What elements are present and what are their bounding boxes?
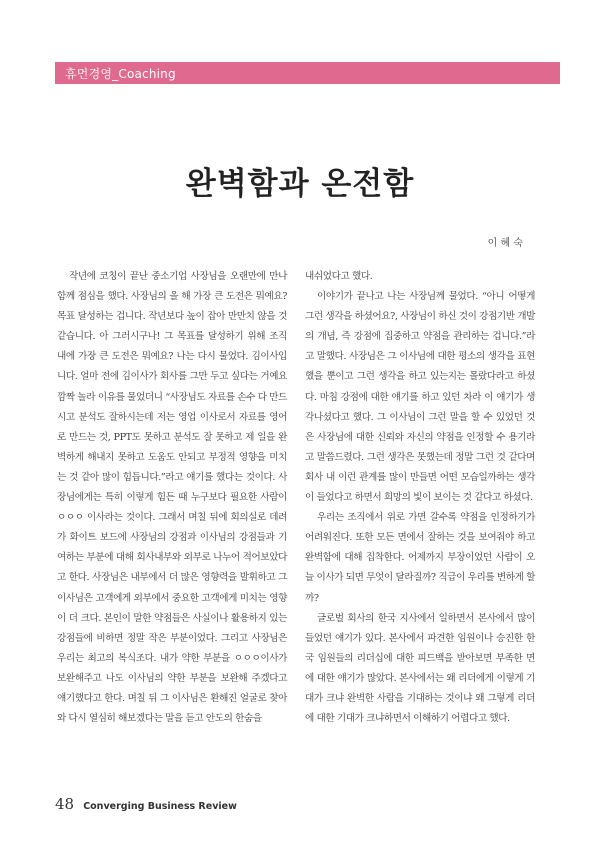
section-header-bar [55,62,560,84]
paragraph: 내쉬었다고 했다. [305,271,373,282]
section-label: 휴먼경영_Coaching [65,67,176,81]
page-number: 48 [55,795,75,813]
paragraph: 작년에 코칭이 끝난 중소기업 사장님을 오랜만에 만나 함께 점심을 했다. 사장님의 올 해 가장 큰 도전은 뭐예요? 목표 달성하는 겁니다. 작년보다 높이 잡아 만만치 않을 것 같습니다. 아 그러시구나! 그 목표를 달성하기 위해 조직 내에 가장 큰 도전은 뭐예요? 나는 다시 물었다. 김이사입니다. 얼마 전에 김이사가 회사를 그만 두고 싶다는 거예요 깜짝 놀라 이유를 물었더니 “사장님도 자료를 손수 다 만드시고 분석도 잘하시는데 저는 영업 이사로서 자료를 영어로 만드는 것, PPT도 못하고 분석도 잘 못하고 제 일을 완벽하게 해내지 못하고 도움도 안되고 부정적 영향을 미치는 것 같아 많이 힘듭니다.”라고 얘기를 했다는 것이다. 사장님에게는 특히 이렇게 힘든 때 누구보다 필요한 사람이 ㅇㅇㅇ 이사라는 것이다. 그래서 며칠 뒤에 회의실로 데려가 화이트 보드에 사장님의 강점과 이사님의 강점들과 기여하는 부분에 대해 회사내부와 외부로 나누어 적어보았다고 한다. 사장님은 내부에서 더 많은 영향력을 발휘하고 그 이사님은 고객에게 외부에서 중요한 고객에게 미치는 영향이 더 크다. 본인이 말한 약점들은 사실이나 활용하지 있는 강점들에 비하면 정말 작은 부분이었다. 그리고 사장님은 우리는 최고의 복식조다. 내가 약한 부분을 ㅇㅇㅇ이사가 보완해주고 나도 이사님의 약한 부분을 보완해 주겠다고 얘기했다고 한다. 며칠 뒤 그 이사님은 환해진 얼굴로 찾아와 다시 열심히 해보겠다는 말을 듣고 안도의 한숨을 [57,271,287,725]
left-column [57,267,287,729]
paragraph: 우리는 조직에서 위로 가면 갈수록 약점을 인정하기가 어려워진다. 또한 모든 면에서 잘하는 것을 보여줘야 하고 완벽함에 대해 집착한다. 어제까지 부장이었던 사람이 오늘 이사가 되면 무엇이 달라질까? 직급이 우리를 변하게 할까? [305,512,535,604]
paragraph: 이야기가 끝나고 나는 사장님께 물었다. “아니 어떻게 그런 생각을 하셨어요?, 사장님이 하신 것이 강점기반 개발의 개념, 즉 강점에 집중하고 약점을 관리하는 겁니다.”라고 말했다. 사장님은 그 이사님에 대한 평소의 생각을 표현했을 뿐이고 그런 생각을 하고 있는지는 몰랐다라고 하셨다. 마침 강점에 대한 얘기를 하고 있던 차라 이 얘기가 생각나셨다고 했다. 그 이사님이 그런 말을 할 수 있었던 것은 사장님에 대한 신뢰와 자신의 약점을 인정할 수 용기라고 말씀드렸다. 그런 생각은 못했는데 정말 그런 것 같다며 회사 내 이런 관계를 많이 만들면 어떤 모습일까하는 생각이 들었다고 하면서 희망의 빛이 보이는 것 같다고 하셨다. [305,291,535,504]
right-column [305,267,535,729]
page-footer [55,794,237,813]
article-title: 완벽함과 온전함 [185,166,415,202]
paragraph: 글로벌 회사의 한국 지사에서 일하면서 본사에서 많이 들었던 얘기가 있다. 본사에서 파견한 임원이나 승진한 한국 임원들의 리더십에 대한 피드백을 받아보면 부족한 면에 대한 얘기가 많았다. 본사에서는 왜 리더에게 이렇게 기대가 크냐 완벽한 사람을 기대하는 것이냐 왜 그렇게 리더에 대한 기대가 크냐하면서 이해하기 어렵다고 했다. [305,612,535,725]
author-name: 이 혜 숙 [487,238,523,249]
magazine-name: Converging Business Review [83,801,237,812]
